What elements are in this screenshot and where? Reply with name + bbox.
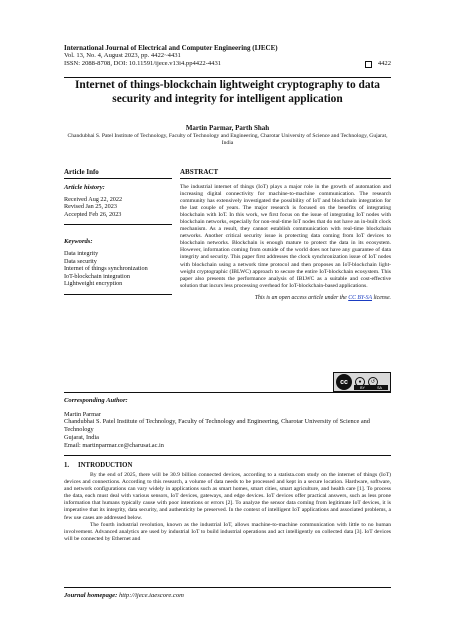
page-footer: Journal homepage: http://ijece.iaescore.com: [64, 587, 391, 599]
journal-name: International Journal of Electrical and Computer Engineering (IJECE): [64, 44, 278, 52]
attribution-icon: ●: [355, 377, 365, 387]
article-info-column: [64, 168, 172, 295]
square-icon: [365, 61, 372, 68]
authors: Martin Parmar, Parth Shah: [185, 124, 270, 132]
corresponding-email: Email: martinparmar.ce@charusat.ac.in: [64, 441, 164, 449]
history-item: Revised Jan 25, 2023: [64, 203, 117, 211]
keyword-item: Internet of things synchronization: [64, 265, 148, 273]
license-tags: BY SA: [354, 385, 388, 390]
abstract-text: The industrial internet of things (IoT) plays a major role in the growth of automation and increasing digital connectivity for machine-to-machine communication. The research community has extensively investigated the possibility of IoT and blockchain integration for the last couple of years. The major research is focused on the benefits of integrating blockchain with IoT. In this work, we first focus on the issue of integrating IoT nodes with blockchain networks, especially for non-real-time IoT nodes that do not have an in-built clock mechanism. As a result, they cannot establish communication with real-time blockchain networks. Another critical security issue is protecting data coming from IoT devices to blockchain networks. Blockchain is enough mature to protect the data in its ecosystem. However, information coming from outside of the world does not have any guarantee of data integrity and security. This paper first addresses the clock synchronization issue of IoT nodes with blockchain using a network time protocol and then proposes an IoT-blockchain light-weight cryptographic (IBLWC) approach to secure the entire IoT-blockchain ecosystem. This paper also presents the performance analysis of IBLWC as a suitable and cost-effective solution that incurs less processing overhead for IoT-blockchain-based applications.: [180, 184, 391, 289]
journal-homepage-label: Journal homepage: [64, 592, 116, 599]
paragraph: The fourth industrial revolution, known as the industrial IoT, allows machine-to-machine communication with little to no human involvement. Advanced analytics are used by industrial IoT to build industrial operations and act intelligently on collected data [3]. IoT devices will be connected by Ethernet and: [64, 521, 391, 542]
article-history-label: Article history:: [64, 184, 105, 191]
cc-by-sa-link[interactable]: CC BY-SA: [348, 294, 372, 301]
paper-title: Internet of things-blockchain lightweight cryptography to data security and integrity for intelligent application: [74, 79, 381, 106]
section-heading: 1. INTRODUCTION: [64, 462, 133, 469]
keyword-item: Data integrity: [64, 249, 99, 257]
paragraph: By the end of 2025, there will be 30.9 billion connected devices, according to a statista.com study on the internet of things (IoT) devices and connections. According to this research, a volume of data needs to be processed and kept in a secure location. Hardware, software, and network configurations can vary widely in applications such as smart homes, smart cities, smart agriculture, and health care [1]. To process the data, each must deal with various sensors, IoT devices, gateways, and edge devices. IoT devices offer practical answers, such as less prone information that humans typically cause with poor intentions or errors [2]. To analyze the sensor data coming from legitimate IoT devices, it is imperative that its integrity, data security, and authenticity be preserved. In the context of intelligent IoT applications and associated problems, a few use cases are addressed below.: [64, 472, 391, 521]
corresponding-line: Chandubhai S. Patel Institute of Technology, Faculty of Technology and Engineering, Charotar University of Science and Technology: [64, 418, 370, 434]
corresponding-line: Gujarat, India: [64, 433, 99, 441]
affiliation: Chandubhai S. Patel Institute of Technology, Faculty of Technology and Engineering, Charotar University of Science and Technology, Gujarat, India: [67, 133, 388, 146]
page-number: 4422: [377, 60, 391, 68]
history-item: Received Aug 22, 2022: [64, 195, 123, 203]
keyword-item: Lightweight encryption: [64, 280, 123, 288]
corresponding-author-label: Corresponding Author:: [64, 397, 128, 404]
keywords-box: [64, 233, 172, 295]
keyword-item: IoT-blockchain integration: [64, 272, 130, 280]
cc-license-badge[interactable]: [333, 372, 391, 392]
open-access-note: This is an open access article under the CC BY-SA license.: [254, 294, 391, 301]
introduction-section: [64, 462, 391, 543]
article-info-heading: Article Info: [64, 168, 172, 179]
keyword-item: Data security: [64, 257, 97, 265]
keywords-label: Keywords:: [64, 238, 93, 246]
abstract-heading: ABSTRACT: [180, 168, 391, 179]
issn-doi: ISSN: 2088-8708, DOI: 10.11591/ijece.v13i4.pp4422-4431: [64, 60, 222, 68]
share-alike-icon: ↺: [368, 377, 378, 387]
journal-homepage-url[interactable]: http://ijece.iaescore.com: [118, 592, 184, 599]
corresponding-line: Martin Parmar: [64, 410, 101, 418]
corresponding-author-box: [64, 392, 391, 456]
volume-info: Vol. 13, No. 4, August 2023, pp. 4422~4431: [64, 52, 181, 60]
article-history-box: [64, 179, 172, 225]
creative-commons-icon: cc: [336, 374, 352, 390]
running-header: [64, 44, 391, 69]
abstract-column: [180, 168, 391, 390]
history-item: Accepted Feb 26, 2023: [64, 210, 122, 218]
